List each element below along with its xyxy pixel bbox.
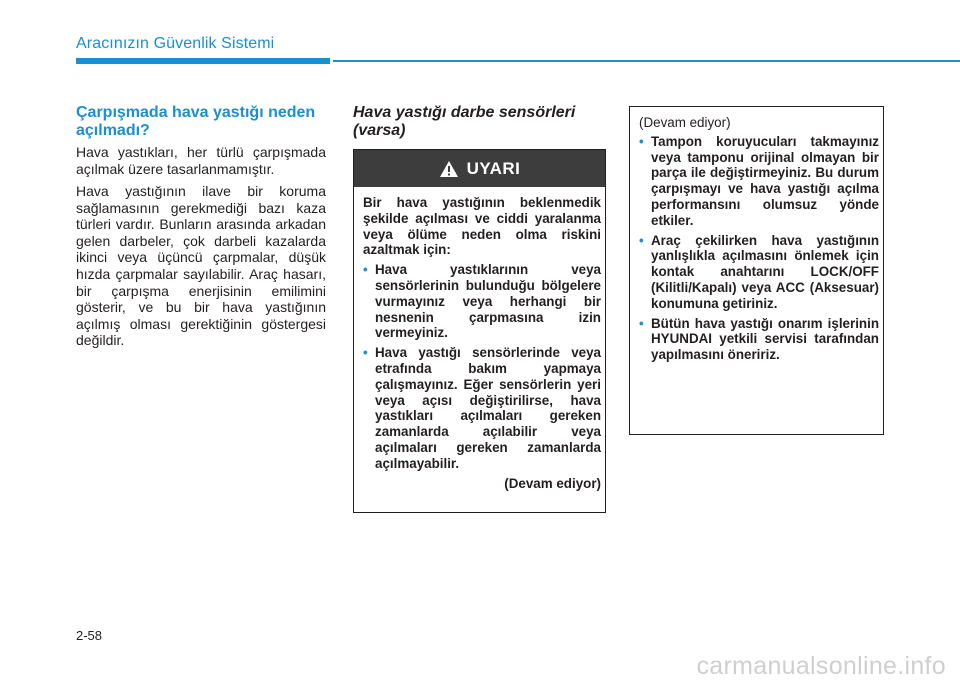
paragraph-1: Hava yastıkları, her türlü çarpışmada açılmak üzere tasarlanmamıştır.: [76, 144, 326, 177]
bullet-dot: •: [639, 133, 644, 149]
watermark: carmanualsonline.info: [696, 652, 946, 680]
bullet-dot: •: [363, 262, 368, 278]
bullet-dot: •: [639, 315, 644, 331]
warning-header: [354, 150, 605, 187]
continued-bullet-text: Tampon koruyucuları takmayınız veya tamponu orijinal olmayan bir parça ile değiştirmeyiniz. Bu durum çarpışmayı ve hava yastığı açılma performansını olumsuz yönde etkiler.: [651, 133, 879, 228]
warning-box: [353, 149, 606, 513]
warning-bullet: [363, 345, 601, 471]
section-heading-impact-sensors: Hava yastığı darbe sensörleri (varsa): [353, 104, 576, 139]
warning-bullet-text: Hava yastığı sensörlerinde veya etrafında bakım yapmaya çalışmayınız. Eğer sensörlerin yeri veya açısı değiştirilirse, hava yastıkları açılmaları gereken zamanlarda açılabilir veya açılmaları gereken zamanlarda açılmayabilir.: [375, 345, 601, 471]
chapter-title: Aracınızın Güvenlik Sistemi: [76, 35, 275, 52]
warning-label: UYARI: [466, 158, 521, 178]
bullet-dot: •: [639, 232, 644, 248]
section-heading-airbag-not-deployed: Çarpışmada hava yastığı neden açılmadı?: [76, 104, 316, 139]
header-rule-thick: [76, 58, 330, 64]
continued-bullet: [639, 134, 879, 229]
paragraph-2: Hava yastığının ilave bir koruma sağlamasının gerekmediği bazı kaza türleri vardır. Bunların arasında arkadan gelen darbeler, çok darbeli kazalarda ikinci veya üçüncü çarpmalar, düşük hızda çarpmalar sayılabilir. Araç hasarı, bir çarpışma enerjisinin emilimini gösterir, ve bu bir hava yastığının açılmış olması gerektiğinin göstergesi değildir.: [76, 183, 326, 349]
page-number: 2-58: [76, 628, 103, 643]
warning-bullet: [363, 262, 601, 341]
warning-body: [363, 195, 601, 491]
warning-intro: Bir hava yastığının beklenmedik şekilde açılması ve ciddi yaralanma veya ölüme neden olma riskini azaltmak için:: [363, 195, 601, 258]
continued-bullet: [639, 316, 879, 363]
continued-warning-box: [629, 106, 884, 435]
continued-bullet: [639, 233, 879, 312]
continued-title: (Devam ediyor): [639, 115, 731, 130]
continued-note: (Devam ediyor): [504, 475, 601, 491]
warning-triangle-icon: [439, 160, 459, 178]
continued-bullet-text: Araç çekilirken hava yastığının yanlışlıkla açılmasını önlemek için kontak anahtarını LOCK/OFF (Kilitli/Kapalı) veya ACC (Aksesuar) konumuna getiriniz.: [651, 232, 879, 311]
warning-bullet-text: Hava yastıklarının veya sensörlerinin bulunduğu bölgelere vurmayınız veya herhangi bir nesnenin çarpmasına izin vermeyiniz.: [375, 262, 601, 341]
continued-bullet-text: Bütün hava yastığı onarım işlerinin HYUNDAI yetkili servisi tarafından yapılmasını öneririz.: [651, 315, 879, 363]
continued-body: [639, 115, 879, 367]
bullet-dot: •: [363, 345, 368, 361]
header-rule-thin: [333, 60, 960, 62]
